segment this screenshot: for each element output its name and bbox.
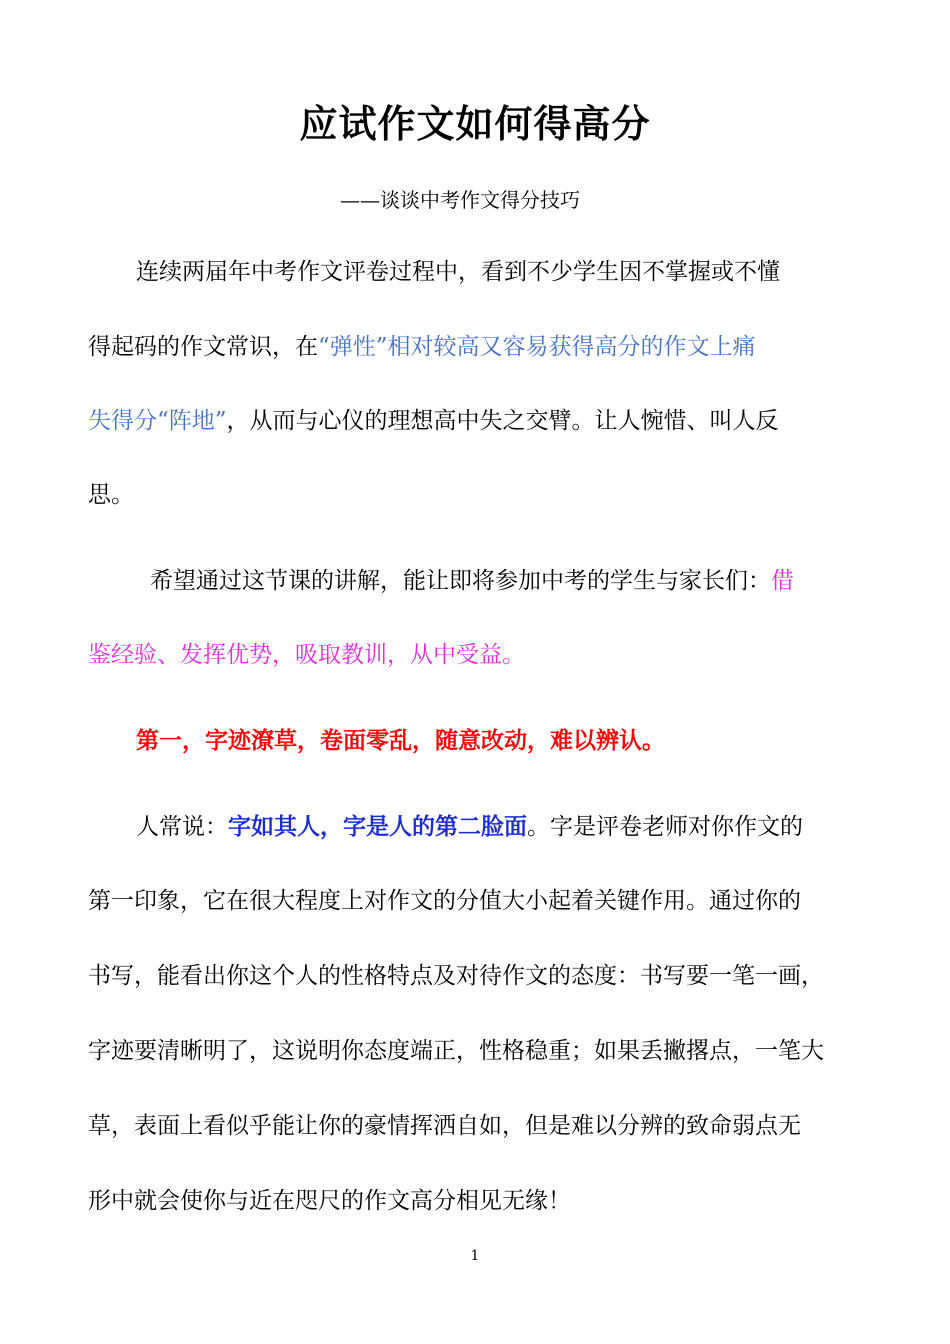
paragraph-1-line-4: 思。 [88,482,134,508]
paragraph-3-line-4: 字迹要清晰明了，这说明你态度端正，性格稳重；如果丢撇撂点，一笔大 [88,1038,824,1064]
highlight-quote-text: 字如其人，字是人的第二脸面 [228,813,527,840]
paragraph-1-line-3-text: ，从而与心仪的理想高中失之交臂。让人惋惜、叫人反 [226,408,779,434]
paragraph-3-line-3: 书写，能看出你这个人的性格特点及对待作文的态度：书写要一笔一画， [88,963,824,989]
paragraph-2-line-1-text: 希望通过这节课的讲解，能让即将参加中考的学生与家长们： [150,568,771,594]
paragraph-3-line-5: 草，表面上看似乎能让你的豪情挥洒自如，但是难以分辨的致命弱点无 [88,1113,801,1139]
highlight-lessons-text-start: 借 [771,568,794,594]
paragraph-2-line-2: 鉴经验、发挥优势，吸取教训，从中受益。 [88,642,525,668]
section-heading-1: 第一，字迹潦草，卷面零乱，随意改动，难以辨认。 [136,727,665,754]
paragraph-3-line-2: 第一印象，它在很大程度上对作文的分值大小起着关键作用。通过你的 [88,888,801,914]
paragraph-1-line-2-text: 得起码的作文常识，在 [88,334,318,360]
highlight-elastic-text: “弹性”相对较高又容易获得高分的作文上痛 [318,334,756,360]
document-subtitle: ——谈谈中考作文得分技巧 [340,188,580,212]
paragraph-1-line-2 [88,331,878,363]
page-number: 1 [470,1248,480,1264]
paragraph-1-line-1: 连续两届年中考作文评卷过程中，看到不少学生因不掌握或不懂 [136,259,780,285]
paragraph-3-line-1-text-a: 人常说： [136,814,228,840]
paragraph-1-line-3 [88,405,878,437]
document-title: 应试作文如何得高分 [299,101,651,146]
paragraph-3-line-6: 形中就会使你与近在咫尺的作文高分相见无缘！ [88,1188,571,1214]
paragraph-3-line-1-text-c: 。字是评卷老师对你作文的 [527,814,803,840]
highlight-position-text: 失得分“阵地” [88,408,227,434]
paragraph-2-line-1 [150,565,878,597]
paragraph-3-line-1 [136,811,878,843]
